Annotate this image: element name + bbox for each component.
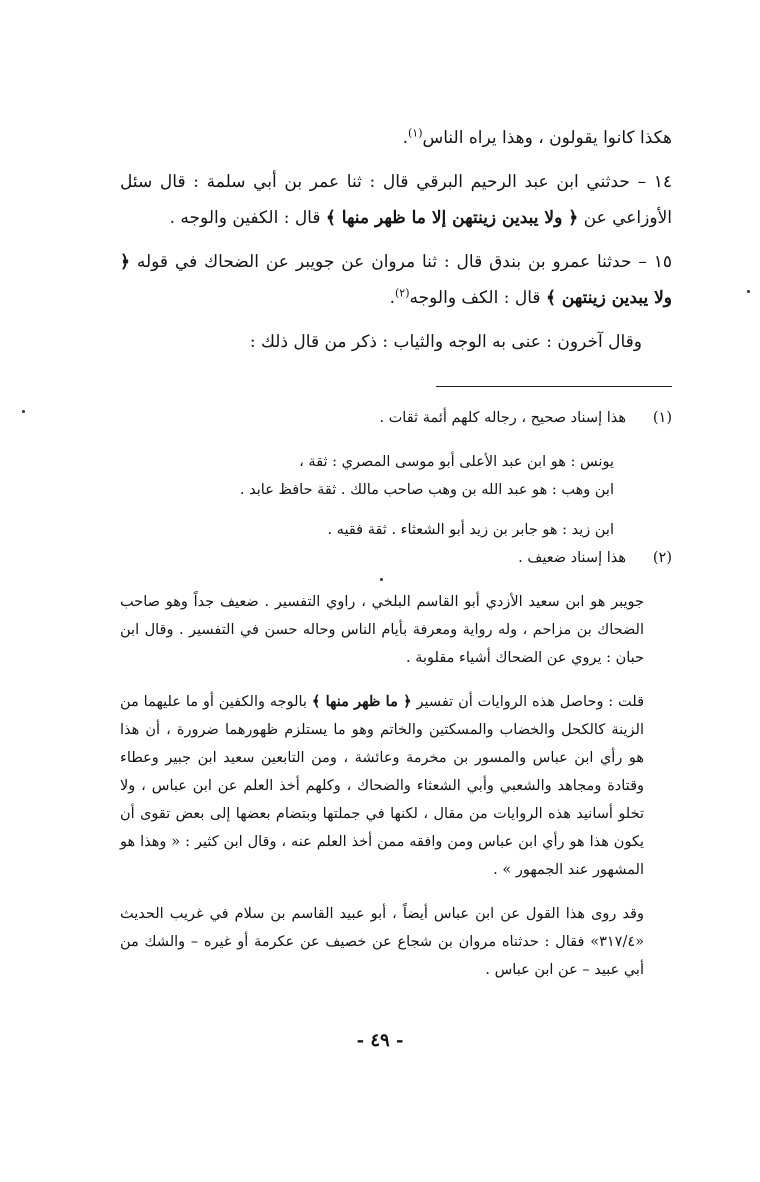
- narrator-line: يونس : هو ابن عبد الأعلى أبو موسى المصري : ثقة ،: [299, 454, 614, 470]
- footnote-separator: [436, 386, 672, 387]
- footnote-qultu: قلت : وحاصل هذه الروايات أن تفسير ﴿ ما ظهر منها ﴾ بالوجه والكفين أو ما عليهما من الزينة كالكحل والخضاب والمسكتين والخاتم وهو ما يستلزم ظهورهما ضرورة ، أن هذا هو رأي ابن عباس والمسور بن مخرمة وعائشة ، ومن التابعين سعيد ابن جبير وعطاء وقتادة ومجاهد والشعبي وأبي الشعثاء والضحاك ، وكلهم أخذ العلم عن ابن عباس ، ولا تخلو أسانيد هذه الروايات من مقال ، لكنها في جملتها وبتضام بعضها إلى بعض تقوى أن يكون هذا هو رأي ابن عباس ومن وافقه ممن أخذ العلم عنه ، وقال ابن كثير : « وهذا هو المشهور عند الجمهور » .: [120, 693, 645, 878]
- footnote-ref-1[interactable]: (١): [407, 126, 423, 140]
- footnote-1-narrator-b: [120, 516, 672, 544]
- footnote-juwaybir: جويبر هو ابن سعيد الأزدي أبو القاسم البلخي ، راوي التفسير . ضعيف جداً وهو صاحب الضحاك بن مزاحم ، وله رواية ومعرفة بأيام الناس وحاله حسن في التفسير . وقال ابن حبان : يروي عن الضحاك أشياء مقلوبة .: [120, 594, 644, 666]
- footnotes: [120, 404, 672, 984]
- footnote-text: هذا إسناد ضعيف .: [518, 550, 626, 566]
- paragraph-intro: هكذا كانوا يقولون ، وهذا يراه الناس$^{(١)}$.: [402, 126, 672, 148]
- scan-speck: [380, 578, 383, 581]
- footnote-ref-2[interactable]: (٢): [395, 286, 410, 300]
- paragraph-others: وقال آخرون : عنى به الوجه والثياب : ذكر من قال ذلك :: [249, 332, 642, 352]
- main-text: [120, 120, 672, 368]
- paragraph-hadith-14: ١٤ – حدثني ابن عبد الرحيم البرقي قال : ثنا عمر بن أبي سلمة : قال سئل الأوزاعي عن ﴿ ولا يبدين زينتهن إلا ما ظهر منها ﴾ قال : الكفين والوجه .: [120, 172, 672, 228]
- footnote-text: هذا إسناد صحيح ، رجاله كلهم أئمة ثقات .: [379, 410, 626, 426]
- scan-speck: [747, 290, 750, 293]
- narrator-line: ابن زيد : هو جابر بن زيد أبو الشعثاء . ثقة فقيه .: [327, 522, 614, 538]
- quran-quote: ﴿ ولا يبدين زينتهن ﴾: [120, 252, 672, 308]
- scan-speck: [22, 410, 25, 413]
- footnote-2: [120, 544, 672, 572]
- footnote-1: [120, 404, 672, 432]
- narrator-line: ابن وهب : هو عبد الله بن وهب صاحب مالك . ثقة حافظ عابد .: [239, 482, 614, 498]
- page-number: - ٤٩ -: [356, 1030, 404, 1051]
- quran-quote: ﴿ ما ظهر منها ﴾: [311, 693, 412, 710]
- quran-quote: ﴿ ولا يبدين زينتهن إلا ما ظهر منها ﴾: [325, 208, 579, 228]
- footnote-number: (١): [652, 410, 672, 426]
- paragraph-hadith-15: ١٥ – حدثنا عمرو بن بندق قال : ثنا مروان عن جويبر عن الضحاك في قوله ﴿ ولا يبدين زينتهن ﴾ قال : الكف والوجه$^{(٢)}$.: [120, 252, 672, 308]
- footnote-1-narrators: [120, 448, 672, 504]
- footnote-waqad: وقد روى هذا القول عن ابن عباس أيضاً ، أبو عبيد القاسم بن سلام في غريب الحديث «٣١٧/٤» فقال : حدثناه مروان بن شجاع عن خصيف عن عكرمة أو غيره – والشك من أبي عبيد – عن ابن عباس .: [120, 906, 644, 978]
- footnote-number: (٢): [652, 550, 672, 566]
